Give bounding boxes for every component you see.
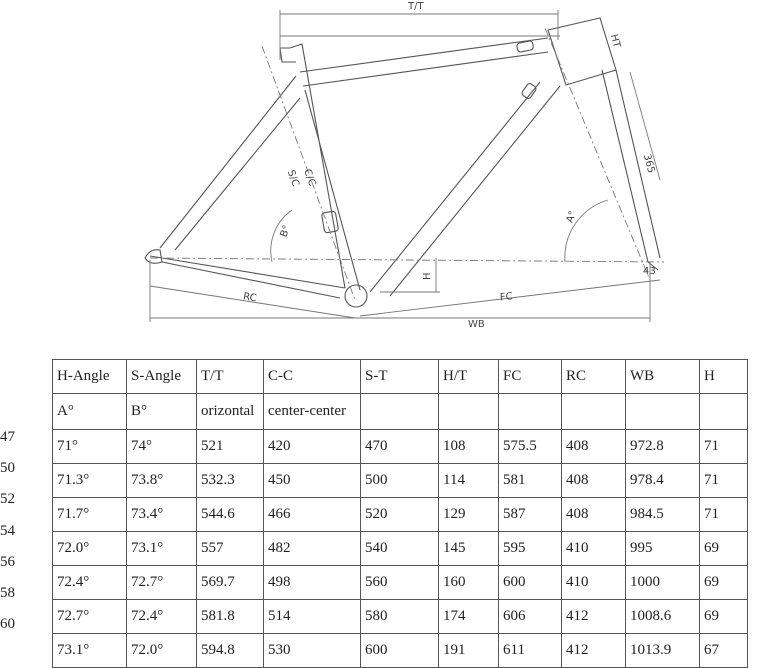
size-label: 58 <box>0 585 15 601</box>
header-row-cell: H/T <box>439 360 499 394</box>
table-row-cell: 71 <box>700 464 748 498</box>
table-row-cell: 412 <box>562 600 626 634</box>
table-row-cell: 71 <box>700 498 748 532</box>
table-row-cell: 108 <box>439 430 499 464</box>
table-row-cell: 71 <box>700 430 748 464</box>
table-row-cell: 595 <box>499 532 562 566</box>
label-top-tube: T/T <box>408 1 424 12</box>
table-row-cell: 145 <box>439 532 499 566</box>
header-row <box>53 360 748 394</box>
table-row-cell: 73.1° <box>53 634 127 668</box>
table-row <box>53 634 748 668</box>
size-label: 47 <box>0 429 15 445</box>
header-row-cell: S-T <box>361 360 439 394</box>
table-row-cell: 606 <box>499 600 562 634</box>
subheader-row-cell <box>499 394 562 430</box>
table-row-cell: 978.4 <box>626 464 700 498</box>
size-label: 54 <box>0 522 15 539</box>
header-row-cell: WB <box>626 360 700 394</box>
table-row-cell: 1013.9 <box>626 634 700 668</box>
table-row-cell: 72.4° <box>127 600 197 634</box>
subheader-row <box>53 394 748 430</box>
table-row-cell: 540 <box>361 532 439 566</box>
subheader-row-cell <box>361 394 439 430</box>
subheader-row-cell <box>562 394 626 430</box>
table-row-cell: 72.7° <box>53 600 127 634</box>
label-center-center: C/C <box>301 167 318 188</box>
seat-tube <box>290 44 360 290</box>
subheader-row-cell <box>439 394 499 430</box>
size-label: 56 <box>0 553 15 570</box>
label-fork-length: 365 <box>640 153 657 175</box>
table-row-cell: 470 <box>361 430 439 464</box>
header-row-cell: H <box>700 360 748 394</box>
table-row-cell: 450 <box>264 464 361 498</box>
table-row-cell: 581 <box>499 464 562 498</box>
header-row-cell: H-Angle <box>53 360 127 394</box>
table-row-cell: 521 <box>197 430 264 464</box>
table-row-cell: 160 <box>439 566 499 600</box>
table-row-cell: 74° <box>127 430 197 464</box>
label-bb-drop: H <box>422 272 433 280</box>
header-row-cell: FC <box>499 360 562 394</box>
table-row-cell: 611 <box>499 634 562 668</box>
table-row-cell: 580 <box>361 600 439 634</box>
label-front-center: FC <box>499 291 514 304</box>
table-row-cell: 466 <box>264 498 361 532</box>
geometry-table <box>52 359 748 668</box>
table-row <box>53 498 748 532</box>
table-row-cell: 972.8 <box>626 430 700 464</box>
table-row-cell: 581.8 <box>197 600 264 634</box>
table-row-cell: 71° <box>53 430 127 464</box>
table-row-cell: 600 <box>361 634 439 668</box>
label-seat-angle: B° <box>278 223 293 239</box>
subheader-row-cell: center-center <box>264 394 361 430</box>
table-row-cell: 408 <box>562 430 626 464</box>
table-row-cell: 69 <box>700 600 748 634</box>
table-row-cell: 530 <box>264 634 361 668</box>
table-row-cell: 1000 <box>626 566 700 600</box>
table-row-cell: 575.5 <box>499 430 562 464</box>
table-row-cell: 420 <box>264 430 361 464</box>
table-row-cell: 984.5 <box>626 498 700 532</box>
table-row-cell: 410 <box>562 566 626 600</box>
table-row-cell: 410 <box>562 532 626 566</box>
table-row-cell: 73.4° <box>127 498 197 532</box>
subheader-row-cell: orizontal <box>197 394 264 430</box>
bottom-bracket <box>345 285 367 307</box>
table-row-cell: 174 <box>439 600 499 634</box>
table-row-cell: 498 <box>264 566 361 600</box>
table-row <box>53 532 748 566</box>
table-row <box>53 600 748 634</box>
table-row-cell: 72.7° <box>127 566 197 600</box>
down-tube <box>370 82 560 296</box>
subheader-row-cell <box>700 394 748 430</box>
table-row-cell: 73.8° <box>127 464 197 498</box>
label-seat-center: S/C <box>284 168 301 189</box>
label-head-angle: A° <box>564 209 580 225</box>
table-row-cell: 557 <box>197 532 264 566</box>
table-row-cell: 69 <box>700 566 748 600</box>
size-label: 50 <box>0 460 15 477</box>
table-row-cell: 995 <box>626 532 700 566</box>
table-row-cell: 560 <box>361 566 439 600</box>
table-row-cell: 1008.6 <box>626 600 700 634</box>
table-row-cell: 72.0° <box>53 532 127 566</box>
table-row-cell: 594.8 <box>197 634 264 668</box>
table-row <box>53 464 748 498</box>
table-row-cell: 71.3° <box>53 464 127 498</box>
table-row-cell: 67 <box>700 634 748 668</box>
size-label: 60 <box>0 616 15 633</box>
table-row-cell: 500 <box>361 464 439 498</box>
header-row-cell: S-Angle <box>127 360 197 394</box>
table-row-cell: 69 <box>700 532 748 566</box>
label-rear-center: RC <box>242 291 258 305</box>
table-row-cell: 482 <box>264 532 361 566</box>
label-head-tube: HT <box>607 33 622 50</box>
table-row-cell: 71.7° <box>53 498 127 532</box>
subheader-row-cell: A° <box>53 394 127 430</box>
table-row-cell: 532.3 <box>197 464 264 498</box>
header-row-cell: T/T <box>197 360 264 394</box>
header-row-cell: RC <box>562 360 626 394</box>
size-label: 52 <box>0 491 15 508</box>
table-row-cell: 72.0° <box>127 634 197 668</box>
table-row-cell: 408 <box>562 498 626 532</box>
table-row-cell: 587 <box>499 498 562 532</box>
table-row-cell: 114 <box>439 464 499 498</box>
table-row-cell: 129 <box>439 498 499 532</box>
header-row-cell: C-C <box>264 360 361 394</box>
table-row <box>53 566 748 600</box>
table-row-cell: 569.7 <box>197 566 264 600</box>
table-row-cell: 514 <box>264 600 361 634</box>
top-tube <box>300 38 548 86</box>
table-row-cell: 191 <box>439 634 499 668</box>
table-row <box>53 430 748 464</box>
label-fork-offset: 43 <box>643 266 656 277</box>
subheader-row-cell <box>626 394 700 430</box>
table-row-cell: 600 <box>499 566 562 600</box>
table-row-cell: 520 <box>361 498 439 532</box>
label-wheelbase: WB <box>468 319 485 330</box>
table-row-cell: 412 <box>562 634 626 668</box>
table-row-cell: 408 <box>562 464 626 498</box>
table-row-cell: 73.1° <box>127 532 197 566</box>
table-row-cell: 72.4° <box>53 566 127 600</box>
table-row-cell: 544.6 <box>197 498 264 532</box>
subheader-row-cell: B° <box>127 394 197 430</box>
